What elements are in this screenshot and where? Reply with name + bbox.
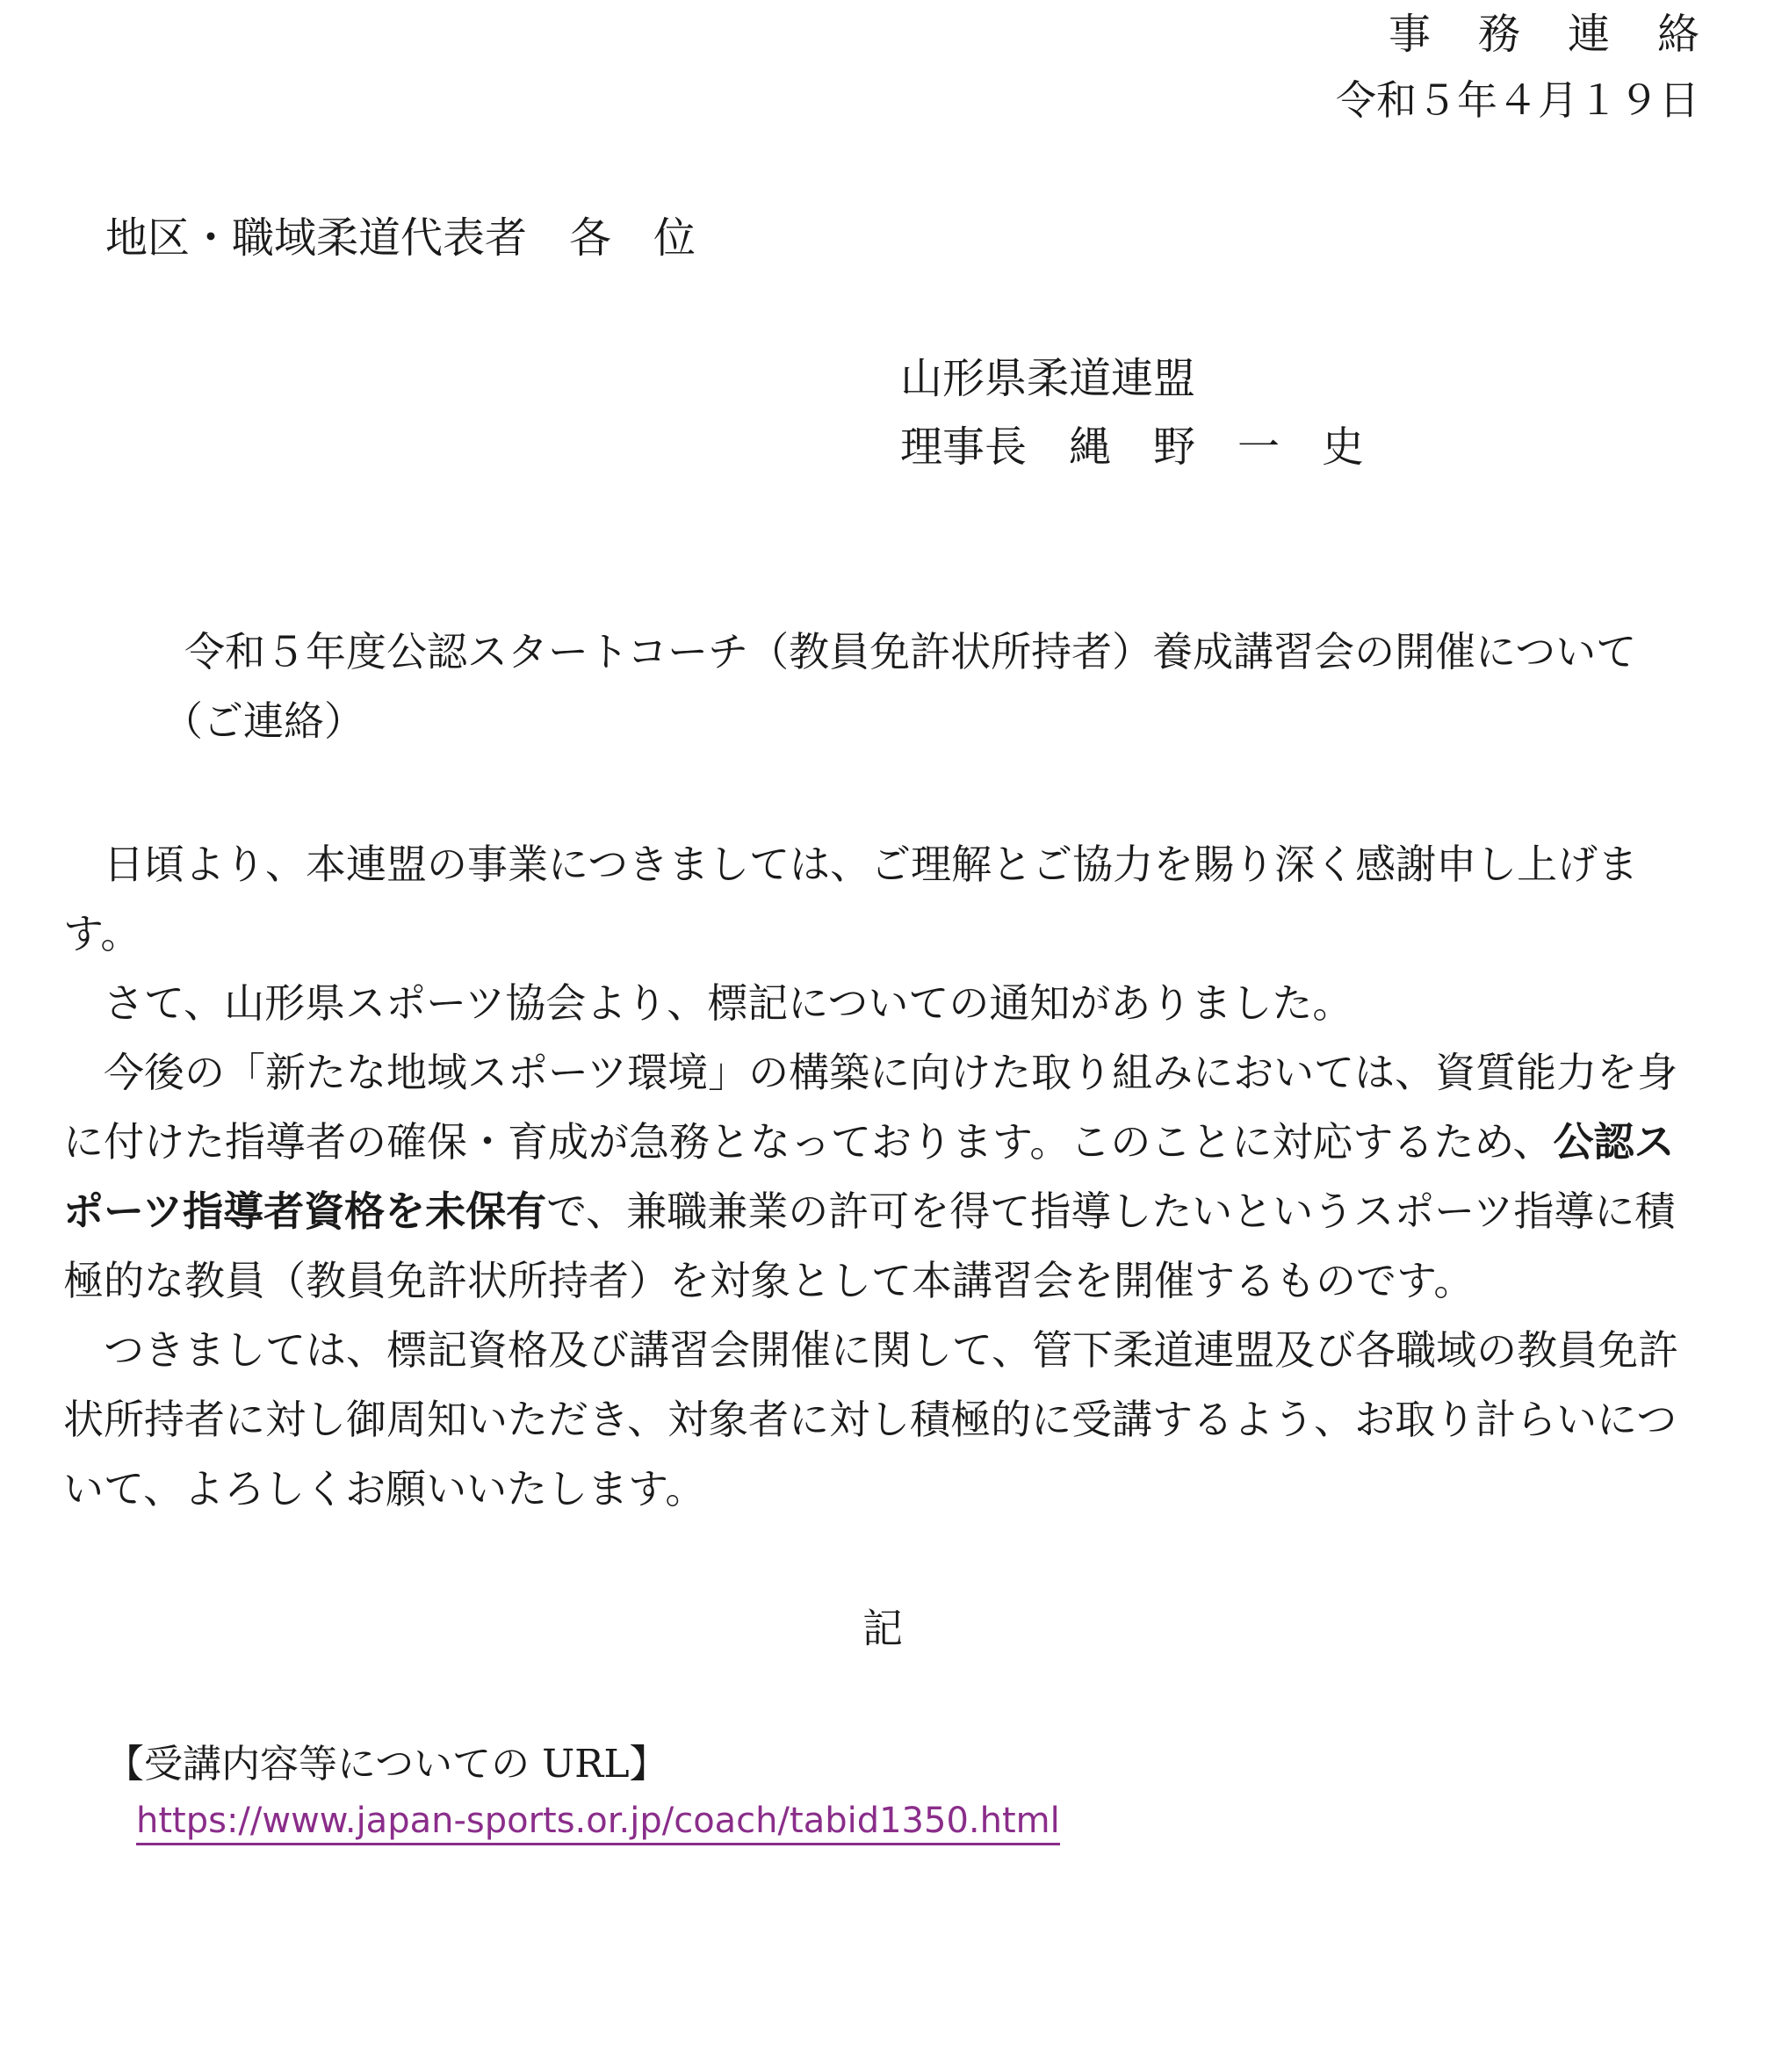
body-text xyxy=(63,830,1706,1524)
body-paragraph-3 xyxy=(63,1038,1706,1316)
document-type-label: 事務連絡 xyxy=(1388,10,1747,59)
subject-subtitle: （ご連絡） xyxy=(162,697,364,745)
body-paragraph-3-part-a: 今後の「新たな地域スポーツ環境」の構築に向けた取り組みにおいては、資質能力を身に付けた指導者の確保・育成が急務となっております。このことに対応するため、 xyxy=(63,1049,1678,1166)
body-paragraph-3-part-b: で、兼職兼業の許可を得て指導したいというスポーツ指導に積極的な教員（教員免許状所持者）を対象として本講習会を開催するものです。 xyxy=(63,1188,1676,1304)
body-paragraph-4: つきましては、標記資格及び講習会開催に関して、管下柔道連盟及び各職域の教員免許状所持者に対し御周知いただき、対象者に対し積極的に受講するよう、お取り計らいについて、よろしくお願いいたします。 xyxy=(63,1326,1679,1512)
course-info-link[interactable]: https://www.japan-sports.or.jp/coach/tabid1350.html xyxy=(136,1801,1060,1845)
ki-heading: 記 xyxy=(862,1605,903,1652)
url-section-label: 【受講内容等についての URL】 xyxy=(105,1742,668,1787)
addressee: 地区・職域柔道代表者 各 位 xyxy=(105,213,696,263)
sender-organization: 山形県柔道連盟 xyxy=(900,354,1196,403)
document-date: 令和５年４月１９日 xyxy=(1336,76,1699,124)
body-paragraph-1: 日頃より、本連盟の事業につきましては、ご理解とご協力を賜り深く感謝申し上げます。 xyxy=(63,841,1639,957)
subject-title: 令和５年度公認スタートコーチ（教員免許状所持者）養成講習会の開催について xyxy=(184,628,1637,675)
body-paragraph-2: さて、山形県スポーツ協会より、標記についての通知がありました。 xyxy=(104,979,1353,1027)
sender-chairman: 理事長 縄 野 一 史 xyxy=(900,422,1365,472)
body-paragraph-3-emphasis: 公認スポーツ指導者資格を未保有 xyxy=(63,1118,1675,1235)
